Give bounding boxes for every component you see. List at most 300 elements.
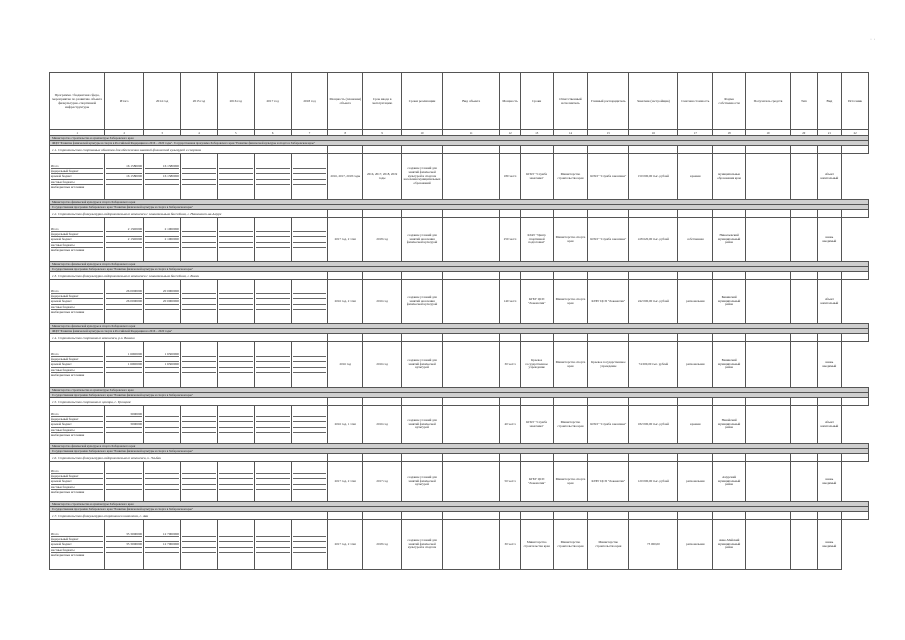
financing-source: местные бюджеты [51,548,103,553]
empty-cell [500,210,520,218]
purpose-cell: создание условий для занятий физической культурой и спортом [402,520,443,570]
empty-cell [328,146,363,154]
year-values [144,218,181,262]
object-type-cell: вновь вводимый [817,342,842,388]
item-title: 1.7. Строительство физкультурно-спортивного комплекса, с. Аян [50,512,328,520]
value-cell: 35 3000000 [106,532,142,537]
period-cell-2: 2016, 2017, 2018, 2019 годы [363,154,402,200]
value-cell: 26 0000000 [106,299,142,304]
empty-cell [791,512,818,520]
year-values [144,520,181,570]
empty-cell [842,272,869,280]
item-title: 1.2. Строительство физкультурно-оздоровительного комплекса с плавательным бассейном, г. Николаевск-на-Амуре [50,210,328,218]
empty-cell [678,334,713,342]
value-cell [145,185,179,189]
program-title: Государственная программа Хабаровского края "Развитие физической культуры и спорта в Хабаровском крае" [50,449,869,454]
year-values-empty [217,520,254,570]
purpose-cell: создание условий для занятий населения физической культурой [402,280,443,324]
year-values-empty [291,280,328,324]
value-cell [106,310,142,314]
empty-cell [713,512,746,520]
header-cell-13: Сроки [520,73,553,130]
column-number: 11 [443,130,500,136]
column-number: 7 [291,130,328,136]
object-type-cell: вновь вводимый [817,462,842,502]
empty-cell [553,210,588,218]
object-type-cell: вновь вводимый [817,520,842,570]
value-cell [293,433,327,437]
object-row [50,280,869,324]
empty-cell [791,462,818,502]
empty-cell [553,334,588,342]
ownership-cell: собственная [678,218,713,262]
empty-cell [791,334,818,342]
empty-cell [443,146,500,154]
empty-cell [678,210,713,218]
executor-cell: КГКУ "Служба заказчика" [520,154,553,200]
header-cell-4: 2015 год [181,73,218,130]
value-cell [219,553,253,557]
empty-cell [588,272,629,280]
empty-cell [791,398,818,406]
customer-cell: Министерство строительства края [588,520,629,570]
section-title: Министерство физической культуры и спорта Хабаровского края [50,200,869,205]
item-title-row [50,398,869,406]
empty-cell [443,218,500,262]
year-values-empty [291,342,328,388]
column-number: 10 [402,130,443,136]
empty-cell [588,454,629,462]
empty-cell [402,210,443,218]
year-values-empty [291,218,328,262]
period-cell-2: 2016 год [363,406,402,444]
empty-cell [553,146,588,154]
column-number: 5 [217,130,254,136]
empty-cell [842,454,869,462]
empty-cell [588,512,629,520]
column-number: 2 [105,130,144,136]
column-number: 1 [50,130,105,136]
ownership-cell: региональная [678,520,713,570]
recipient-cell: Ванинский муниципальный район [713,342,746,388]
empty-cell [443,272,500,280]
empty-cell [443,398,500,406]
empty-cell [500,454,520,462]
program-title: Государственная программа Хабаровского края "Развитие физической культуры и спорта в Хабаровском крае" [50,393,869,398]
empty-cell [629,210,678,218]
empty-cell [520,454,553,462]
year-values-empty [291,406,328,444]
value-cell: 16 1580000 [106,174,142,179]
empty-cell [520,398,553,406]
empty-cell [363,454,402,462]
value-cell [182,490,216,494]
financing-source: местные бюджеты [51,428,103,433]
empty-cell [629,512,678,520]
value-cell [256,373,290,377]
empty-cell [842,398,869,406]
year-values-empty [254,406,291,444]
program-title: Государственная программа Хабаровского края "Развитие физической культуры и спорта в Хабаровском крае" [50,205,869,210]
empty-cell [817,210,842,218]
column-number: 6 [254,130,291,136]
item-title: 1.3. Строительство физкультурно-оздоровительного комплекса с плавательным бассейном, г. Бикин [50,272,328,280]
customer-cell: КГКУ "Служба заказчика" [588,218,629,262]
empty-cell [678,146,713,154]
value-cell [145,373,179,377]
value-cell [256,553,290,557]
cost-cell: 182 000,00 тыс. рублей [629,406,678,444]
value-cell [256,433,290,437]
header-row [50,73,869,130]
year-values-empty [254,280,291,324]
period-cell-2: 2018 год [363,218,402,262]
value-cell: 35 3000000 [106,542,142,547]
financing-source: Итого [51,469,103,474]
capacity-cell: 250 чел/ч [500,218,520,262]
purpose-cell: создание условий для занятий физической культурой [402,462,443,502]
financing-source: краевой бюджет [51,422,103,427]
object-row [50,218,869,262]
value-cell [182,433,216,437]
value-cell [182,373,216,377]
empty-cell [520,146,553,154]
ownership-cell: краевая [678,406,713,444]
recipient-cell: муниципальные образования края [713,154,746,200]
financing-source: Итого [51,412,103,417]
financing-sources [50,218,105,262]
year-values-empty [217,406,254,444]
header-cell-6: 2017 год [254,73,291,130]
empty-cell [588,210,629,218]
empty-cell [745,342,790,388]
year-values-empty [254,218,291,262]
page-marks: · · [870,37,876,43]
year-values [144,342,181,388]
total-values [105,342,144,388]
year-values-empty [181,218,218,262]
empty-cell [713,210,746,218]
value-cell [219,185,253,189]
distributor-cell: Министерство строительства края [553,406,588,444]
empty-cell [817,398,842,406]
column-number: 12 [500,130,520,136]
program-title: Государственная программа Хабаровского края "Развитие физической культуры и спорта в Хабаровском крае" [50,267,869,272]
cost-cell: 74 000,00 тыс. рублей [629,342,678,388]
empty-cell [745,520,790,570]
financing-source: краевой бюджет [51,542,103,547]
empty-cell [363,210,402,218]
empty-cell [817,454,842,462]
empty-cell [553,454,588,462]
value-cell [106,185,142,189]
capacity-cell: 180 чел/ч [500,154,520,200]
empty-cell [745,398,790,406]
header-cell-2: Итого [105,73,144,130]
empty-cell [500,512,520,520]
financing-source: Итого [51,352,103,357]
year-values-empty [254,462,291,502]
executor-cell: КГАУ "Центр спортивной подготовки" [520,218,553,262]
financing-source: местные бюджеты [51,243,103,248]
capacity-cell: 140 чел/ч [500,280,520,324]
item-title-row [50,334,869,342]
value-cell: 26 0000000 [106,289,142,294]
value-cell [182,248,216,252]
year-values-empty [181,154,218,200]
year-values-empty [217,218,254,262]
header-cell-20: Тип [791,73,818,130]
value-cell: 1 6500000 [145,362,179,367]
year-values-empty [254,154,291,200]
cost-cell: 242 000,00 тыс. рублей [629,280,678,324]
empty-cell [520,272,553,280]
object-type-cell: объект капитальный [817,154,842,200]
financing-source: Итого [51,227,103,232]
empty-cell [791,272,818,280]
empty-cell [678,454,713,462]
year-values-empty [181,406,218,444]
ownership-cell: региональная [678,342,713,388]
executor-cell: КГБУ ЦСП "Локомотив" [520,280,553,324]
financing-source: внебюджетные источники [51,247,85,252]
recipient-cell: Аяно-Майский муниципальный район [713,520,746,570]
financing-source: местные бюджеты [51,305,103,310]
value-cell [145,490,179,494]
period-cell: 2016, 2017, 2018 годы [328,154,363,200]
period-cell: 2016 год, 1 этап [328,406,363,444]
empty-cell [443,520,500,570]
year-values-empty [291,520,328,570]
empty-cell [553,272,588,280]
empty-cell [520,210,553,218]
value-cell [182,310,216,314]
financing-source: федеральный бюджет [51,294,103,299]
value-cell [145,248,179,252]
total-values [105,218,144,262]
empty-cell [443,210,500,218]
ownership-cell: региональная [678,462,713,502]
year-values-empty [217,462,254,502]
empty-cell [363,334,402,342]
document-sheet [49,72,869,570]
empty-cell [713,398,746,406]
empty-cell [443,334,500,342]
total-values [105,520,144,570]
financing-source: Итого [51,532,103,537]
object-row [50,462,869,502]
column-number: 20 [791,130,818,136]
empty-cell [745,146,790,154]
empty-cell [443,512,500,520]
empty-cell [745,512,790,520]
empty-cell [745,280,790,324]
object-type-cell: объект капитальный [817,406,842,444]
year-values-empty [254,520,291,570]
value-cell: 12 7000000 [145,542,179,547]
recipient-cell: Бикинский муниципальный район [713,280,746,324]
empty-cell [500,272,520,280]
year-values [144,280,181,324]
distributor-cell: Министерство спорта края [553,218,588,262]
column-number: 9 [363,130,402,136]
header-cell-21: Вид [817,73,842,130]
object-row [50,342,869,388]
value-cell: 1 6500000 [145,352,179,357]
purpose-cell: создание условий для занятий населения физической культурой [402,218,443,262]
program-title: ФЦП "Развитие физической культуры и спорта в Российской Федерации на 2016 – 2020 годы" [50,329,869,334]
column-number: 19 [745,130,790,136]
financing-source: федеральный бюджет [51,357,103,362]
financing-source: внебюджетные источники [51,489,85,494]
empty-cell [791,406,818,444]
value-cell [293,373,327,377]
empty-cell [791,218,818,262]
item-title-row [50,272,869,280]
value-cell [219,373,253,377]
period-cell: 2017 год, 2 этап [328,462,363,502]
object-row [50,406,869,444]
empty-cell [745,454,790,462]
item-title-row [50,454,869,462]
financing-source: краевой бюджет [51,237,103,242]
column-number: 8 [328,130,363,136]
item-title: 1.6. Строительство физкультурно-оздоровительного комплекса, п. Эльбан [50,454,328,462]
recipient-cell: Николаевский муниципальный район [713,218,746,262]
empty-cell [363,512,402,520]
ownership-cell: региональная [678,280,713,324]
financing-source: местные бюджеты [51,485,103,490]
customer-cell: КГКУ "Служба заказчика" [588,406,629,444]
financing-source: Итого [51,289,103,294]
empty-cell [328,272,363,280]
empty-cell [553,398,588,406]
empty-cell [745,334,790,342]
empty-cell [791,342,818,388]
value-cell [106,248,142,252]
header-cell-8: Мощность (плановая) объекта [328,73,363,130]
cost-cell: 120 000,00 тыс. рублей [629,462,678,502]
header-cell-18: Форма собственности [713,73,746,130]
empty-cell [791,454,818,462]
customer-cell: КГКУ "Служба заказчика" [588,154,629,200]
financing-source: Итого [51,164,103,169]
header-cell-22: Источник [842,73,869,130]
program-title: ФЦП "Развитие физической культуры и спорта в Российской Федерации на 2016 – 2020 годы". Государственная программа Хабаровского края "Развитие физической культуры и спорта в Хабаровском крае" [50,141,869,146]
value-cell [219,433,253,437]
empty-cell [629,334,678,342]
empty-cell [678,398,713,406]
empty-cell [629,398,678,406]
empty-cell [678,272,713,280]
empty-cell [553,512,588,520]
distributor-cell: Министерство спорта края [553,462,588,502]
purpose-cell: создание условий для занятий физической культурой [402,406,443,444]
value-cell: 3000000 [106,422,142,427]
financing-source: краевой бюджет [51,174,103,179]
capacity-cell: 30 чел/ч [500,520,520,570]
header-cell-14: Ответственный исполнитель [553,73,588,130]
column-number: 16 [629,130,678,136]
empty-cell [791,154,818,200]
header-cell-10: Сроки реализации [402,73,443,130]
value-cell [219,310,253,314]
distributor-cell: Министерство спорта края [553,342,588,388]
cost-cell: 73 000,00 [629,520,678,570]
value-cell: 1 6000000 [106,352,142,357]
empty-cell [402,398,443,406]
header-cell-7: 2018 год [291,73,328,130]
empty-cell [588,398,629,406]
empty-cell [817,272,842,280]
empty-cell [817,334,842,342]
empty-cell [500,334,520,342]
value-cell [145,553,179,557]
period-cell: 2017 год, 2 этап [328,218,363,262]
section-title: Министерство строительства и архитектуры Хабаровского края [50,136,869,141]
program-title: Государственная программа Хабаровского края "Развитие физической культуры и спорта в Хабаровском крае" [50,507,869,512]
year-values-empty [217,280,254,324]
value-cell [256,248,290,252]
executor-cell: Министерство строительства края [520,520,553,570]
item-title: 1.1. Строительство спортивных объектов для обеспечения занятий физической культурой и спортом [50,146,328,154]
header-cell-9: Срок ввода в эксплуатацию [363,73,402,130]
section-title: Министерство строительства и архитектуры Хабаровского края [50,388,869,393]
value-cell [145,310,179,314]
empty-cell [791,210,818,218]
value-cell: 20 0000000 [145,299,179,304]
year-values [144,154,181,200]
distributor-cell: Министерство строительства края [553,520,588,570]
header-cell-19: Получатель средств [745,73,790,130]
empty-cell [402,146,443,154]
header-cell-1: Программа / бюджетная сфера, мероприятие по развитию объекта физкультурно-спортивной инфраструктуры [50,73,105,130]
financing-source: федеральный бюджет [51,417,103,422]
empty-cell [588,334,629,342]
empty-cell [745,462,790,502]
value-cell [256,310,290,314]
value-cell: 12 7000000 [145,532,179,537]
financing-source: федеральный бюджет [51,232,103,237]
empty-cell [443,154,500,200]
object-type-cell: вновь вводимый [817,218,842,262]
empty-cell [402,512,443,520]
empty-cell [500,146,520,154]
empty-cell [363,146,402,154]
distributor-cell: Министерство спорта края [553,280,588,324]
section-title: Министерство строительства и архитектуры Хабаровского края [50,502,869,507]
financing-source: внебюджетные источники [51,432,85,437]
financing-sources [50,462,105,502]
value-cell [219,490,253,494]
financing-source: краевой бюджет [51,479,103,484]
period-cell: 2016 год, 2 этап [328,280,363,324]
financing-source: федеральный бюджет [51,537,103,542]
value-cell: 16 1580000 [145,164,179,169]
item-title-row [50,146,869,154]
empty-cell [713,334,746,342]
item-title-row [50,512,869,520]
financing-source: внебюджетные источники [51,309,85,314]
empty-cell [713,146,746,154]
value-cell: 3000000 [106,412,142,417]
year-values-empty [181,280,218,324]
empty-cell [328,512,363,520]
item-title: 1.4. Строительство спортивного комплекса, р.п. Ванино [50,334,328,342]
value-cell: 16 1580000 [145,174,179,179]
cost-cell: 418 620,00 тыс. рублей [629,218,678,262]
empty-cell [745,154,790,200]
